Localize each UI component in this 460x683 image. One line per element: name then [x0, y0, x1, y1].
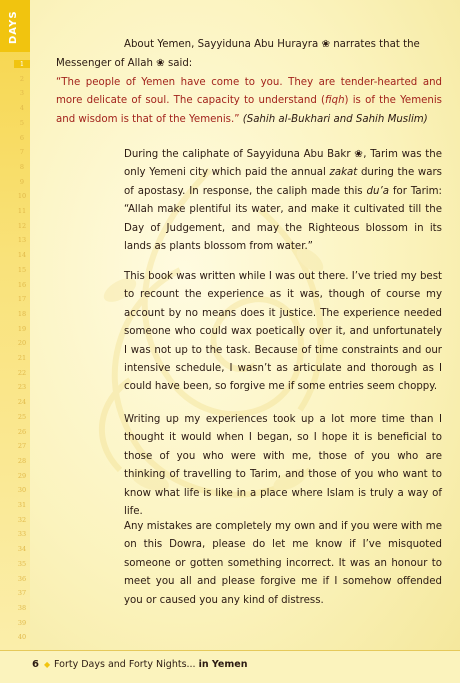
para4-text: Writing up my experiences took up a lot more time than I thought it would when I began, so I hope it is beneficial to those of you who were with me, those of you who are thinking of travelling to Tarim, and those of you who want to know what life is like in a place where Islam is truly a way of life. — [124, 414, 442, 518]
quote-text: “The people of Yemen have come to you. They are tender-hearted and more delicate of soul. The capacity to understand ( — [56, 77, 442, 107]
running-title-plain: Forty Days and Forty Nights... — [54, 659, 199, 670]
day-number: 1 — [14, 60, 30, 68]
day-number: 21 — [17, 354, 27, 362]
day-number: 37 — [17, 589, 27, 598]
day-number: 16 — [17, 280, 27, 289]
day-number: 40 — [17, 633, 27, 642]
paragraph-caliphate — [124, 146, 442, 256]
day-number: 5 — [19, 118, 25, 127]
quote-term-fiqh: fiqh — [325, 95, 345, 107]
day-number: 14 — [17, 251, 27, 260]
days-header — [0, 0, 30, 52]
day-number: 26 — [17, 427, 27, 436]
day-number: 13 — [17, 236, 27, 245]
day-number: 36 — [17, 574, 27, 583]
paragraph-writing-up — [124, 411, 442, 521]
day-number: 33 — [17, 530, 27, 539]
running-title-bold: in Yemen — [198, 659, 248, 670]
para3-text: This book was written while I was out there. I’ve tried my best to recount the experience as it was, though of course my account by no means does it justice. The experience needed someone who could wax poetically over it, and unfortunately I was not up to the task. Because of time constraints and our intensive schedule, I wasn’t as articulate and thorough as I could have been, so forgive me if some entries seem choppy. — [124, 271, 442, 393]
day-number: 3 — [19, 89, 25, 98]
day-number: 35 — [17, 559, 27, 568]
day-number: 17 — [17, 295, 27, 304]
day-number: 23 — [17, 383, 27, 392]
day-number: 4 — [19, 104, 25, 113]
diamond-icon: ◆ — [44, 660, 51, 669]
term-zakat: zakat — [329, 167, 358, 179]
day-number: 6 — [19, 133, 25, 142]
day-number: 25 — [17, 412, 27, 421]
day-number: 28 — [17, 456, 27, 465]
day-number: 22 — [17, 368, 27, 377]
day-number: 39 — [17, 618, 27, 627]
day-number: 30 — [17, 486, 27, 495]
quote-source: (Sahih al-Bukhari and Sahih Muslim) — [242, 113, 428, 125]
day-number: 29 — [17, 471, 27, 480]
day-number: 2 — [19, 74, 25, 83]
days-label: DAYS — [8, 10, 19, 44]
intro-line-2: Messenger of Allah ❀ said: — [56, 58, 193, 69]
day-number: 10 — [17, 192, 27, 201]
para2-text-a: During the caliphate of Sayyiduna Abu Bakr ❀, Tarim was the only Yemeni city which paid the annual — [124, 149, 442, 179]
day-number: 11 — [17, 207, 27, 215]
day-index-strip — [0, 0, 30, 650]
para2-text-b: during the wars of apostasy. In response, the caliph made this — [124, 167, 442, 197]
day-number: 20 — [17, 339, 27, 348]
day-number: 31 — [17, 501, 27, 509]
day-number: 27 — [17, 442, 27, 451]
day-number: 18 — [17, 309, 27, 318]
day-number: 9 — [19, 177, 25, 186]
hadith-quote — [56, 74, 442, 129]
term-dua: du’a — [366, 185, 389, 197]
intro-text — [124, 36, 442, 54]
day-number: 24 — [17, 398, 27, 407]
intro-line-2-block — [56, 55, 442, 73]
day-number: 19 — [17, 324, 27, 333]
para2-text-c: for Tarim: “Allah make plentiful its water, and make it cultivated till the Day of Judgement, and may the Righteous blossom in its lands as plants blossom from water.” — [124, 185, 442, 253]
para5-text: Any mistakes are completely my own and if you were with me on this Dowra, please do let me know if I’ve misquoted someone or gotten something incorrect. It was an honour to meet you all and please forgive me if I somehow offended you or caused you any kind of distress. — [124, 521, 442, 606]
quote-rest: ) is of the Yemenis and wisdom is that of the Yemenis.” — [56, 95, 442, 125]
day-number: 38 — [17, 603, 27, 612]
day-number: 8 — [19, 162, 25, 171]
page-number: 6 — [32, 659, 39, 670]
day-number: 7 — [19, 148, 25, 157]
running-title — [54, 659, 247, 670]
page-footer — [0, 650, 460, 683]
paragraph-mistakes — [124, 518, 442, 610]
paragraph-book-written — [124, 268, 442, 397]
day-number: 34 — [17, 545, 27, 554]
intro-line-1: About Yemen, Sayyiduna Abu Hurayra ❀ narrates that the — [124, 39, 420, 50]
day-number: 12 — [17, 221, 27, 230]
day-number: 15 — [17, 265, 27, 274]
day-number: 32 — [17, 515, 27, 524]
